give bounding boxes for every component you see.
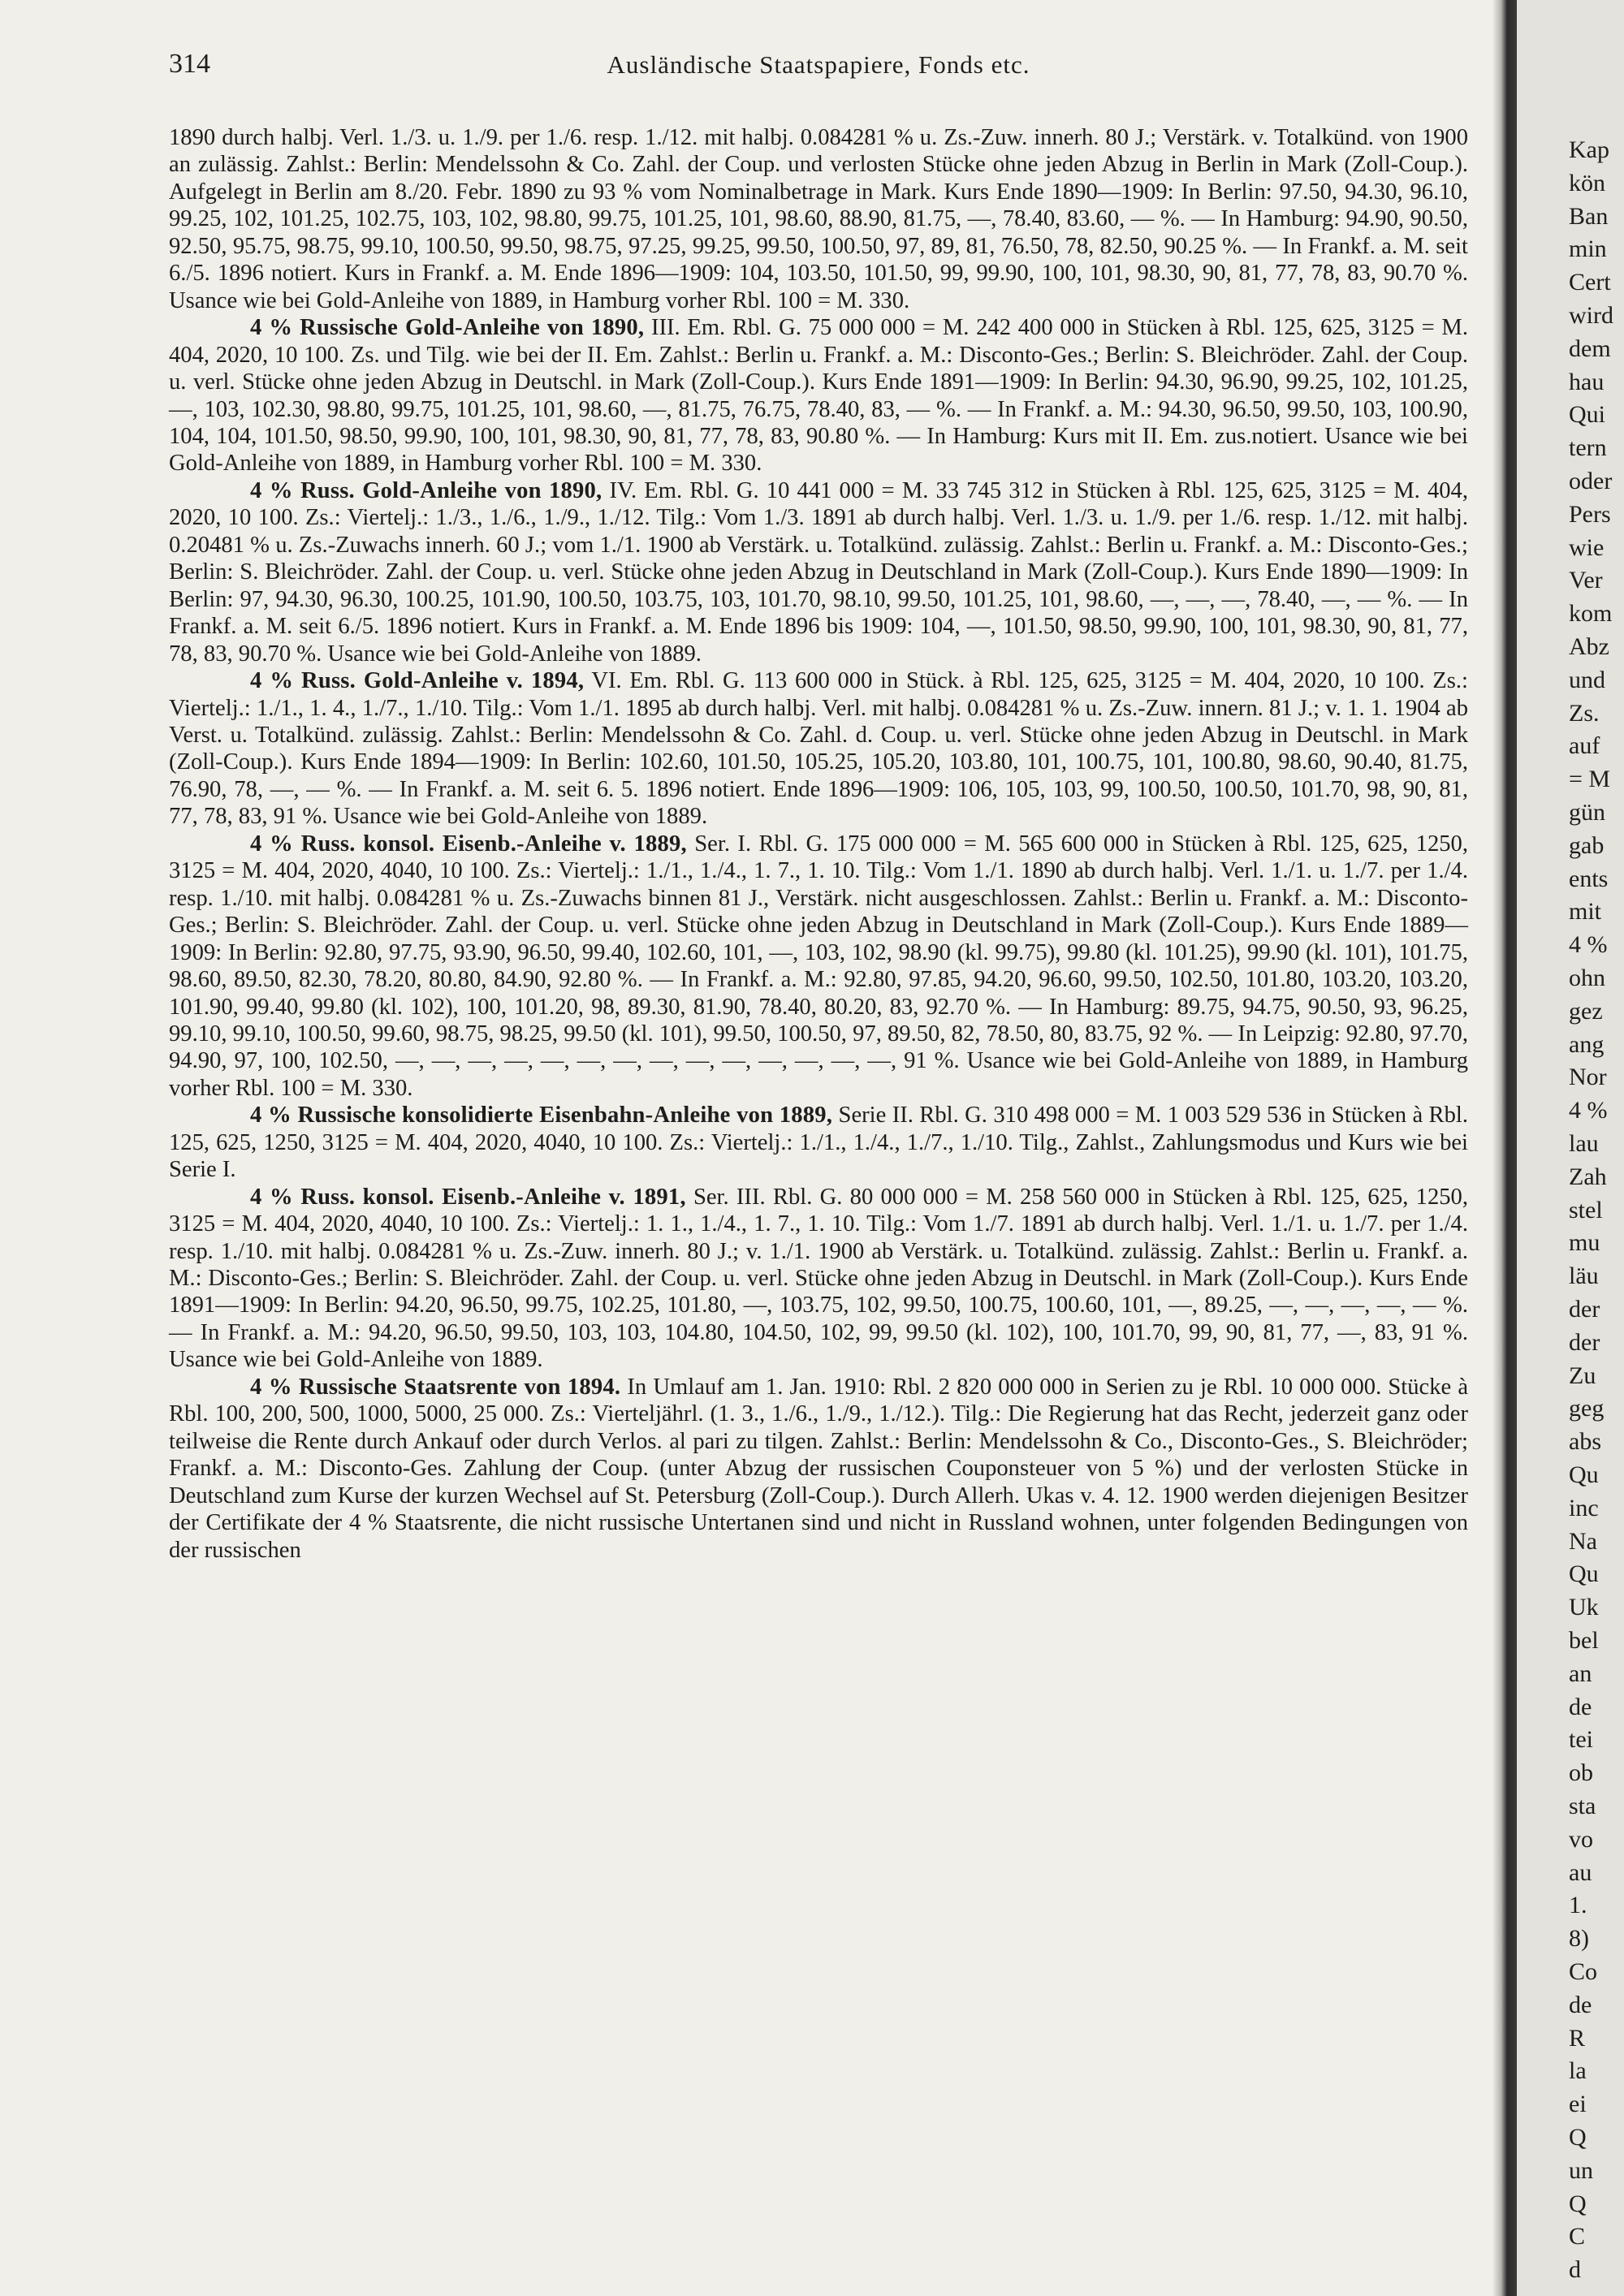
adjacent-page-fragment: 4 % (1569, 1097, 1608, 1124)
entry-text: Serie II. Rbl. G. 310 498 000 = M. 1 003 529 536 in Stücken à Rbl. 125, 625, 1250, 3125 = M. 404, 2020, 4040, 10 100. Zs.: Viertelj.: 1./1., 1./4., 1./7., 1./10. Tilg., Zahlst., Zahlungsmodus und Kurs wie bei Serie I. (169, 1103, 1468, 1183)
adjacent-page-fragment: Kap (1569, 136, 1609, 163)
adjacent-page-fragment: sta (1569, 1793, 1596, 1819)
adjacent-page-edge (1517, 0, 1624, 2296)
entry-title: 4 % Russ. Gold-Anleihe von 1890, (250, 477, 603, 503)
entry-text: III. Em. Rbl. G. 75 000 000 = M. 242 400 000 in Stücken à Rbl. 125, 625, 3125 = M. 404, 2020, 10 100. Zs. und Tilg. wie bei der II. Em. Zahlst.: Berlin u. Frankf. a. M.: Disconto-Ges.; Berlin: S. Bleichröder. Zahl. der Coup. u. verl. Stücke ohne jeden Abzug in Deutschl. in Mark (Zoll-Coup.). Kurs Ende 1891—1909: In Berlin: 94.30, 96.90, 99.25, 102, 101.25, —, 103, 102.30, 98.80, 99.75, 101.25, 101, 98.60, —, 81.75, 76.75, 78.40, 83, — %. — In Frankf. a. M.: 94.30, 96.50, 99.50, 103, 100.90, 104, 104, 101.50, 98.50, 99.90, 100, 101, 98.30, 90, 81, 77, 78, 83, 90.80 %. — In Hamburg: Kurs mit II. Em. zus.notiert. Usance wie bei Gold-Anleihe von 1889, in Hamburg vorher Rbl. 100 = M. 330. (169, 315, 1468, 477)
adjacent-page-fragment: gün (1569, 799, 1605, 826)
entry-title: 4 % Russische Staatsrente von 1894. (250, 1374, 621, 1400)
adjacent-page-fragment: 4 % (1569, 931, 1608, 959)
adjacent-page-fragment: 1. (1569, 1892, 1587, 1919)
adjacent-page-fragment: Qu (1569, 1560, 1599, 1588)
entry-title: 4 % Russ. konsol. Eisenb.-Anleihe v. 1889, (250, 831, 687, 857)
adjacent-page-fragment: Ver (1569, 567, 1603, 594)
adjacent-page-fragment: wie (1569, 533, 1605, 561)
adjacent-page-fragment: vo (1569, 1825, 1593, 1853)
adjacent-page-fragment: Uk (1569, 1594, 1599, 1621)
adjacent-page-fragment: Co (1569, 1958, 1598, 1985)
adjacent-page-fragment: la (1569, 2057, 1587, 2085)
entry-title: 4 % Russ. Gold-Anleihe v. 1894, (250, 668, 585, 694)
adjacent-page-fragment: ob (1569, 1759, 1593, 1787)
adjacent-page-fragment: Pers (1569, 500, 1611, 528)
adjacent-page-fragment: ei (1569, 2091, 1587, 2118)
adjacent-page-fragment: Zah (1569, 1163, 1607, 1190)
adjacent-page-fragment: und (1569, 666, 1605, 693)
adjacent-page-fragment: Cert (1569, 269, 1611, 296)
adjacent-page-fragment: hau (1569, 368, 1605, 395)
adjacent-page-fragment: stel (1569, 1196, 1603, 1224)
page-header (169, 49, 1468, 84)
adjacent-page-fragment: der (1569, 1328, 1600, 1356)
adjacent-page-fragment: tei (1569, 1726, 1593, 1754)
entry-gold-1890-em4 (169, 477, 1468, 667)
adjacent-page-fragment: = M (1569, 766, 1611, 793)
book-gutter (1492, 0, 1517, 2296)
entry-title: 4 % Russische konsolidierte Eisenbahn-Anleihe von 1889, (250, 1103, 833, 1129)
adjacent-page-fragment: lau (1569, 1130, 1599, 1157)
adjacent-page-fragment: gez (1569, 997, 1603, 1025)
adjacent-page-fragment: abs (1569, 1428, 1601, 1456)
adjacent-page-fragment: oder (1569, 468, 1613, 494)
page-body (169, 124, 1468, 1564)
adjacent-page-fragment: R (1569, 2024, 1586, 2052)
adjacent-page-fragment: wird (1569, 302, 1613, 329)
adjacent-page-fragment: ang (1569, 1030, 1605, 1058)
adjacent-page-fragment: inc (1569, 1494, 1599, 1521)
entry-text: In Umlauf am 1. Jan. 1910: Rbl. 2 820 000 000 in Serien zu je Rbl. 10 000 000. Stücke à Rbl. 100, 200, 500, 1000, 5000, 25 000. Zs.: Vierteljährl. (1. 3., 1./6., 1./9., 1./12.). Tilg.: Die Regierung hat das Recht, jederzeit ganz oder teilweise die Rente durch Ankauf oder durch Verlos. al pari zu tilgen. Zahlst.: Berlin: Mendelssohn & Co., Disconto-Ges., S. Bleichröder; Frankf. a. M.: Disconto-Ges. Zahlung der Coup. (unter Abzug der russischen Couponsteuer von 5 %) und der verlosten Stücke in Deutschland zum Kurse der kurzen Wechsel auf St. Petersburg (Zoll-Coup.). Durch Allerh. Ukas v. 4. 12. 1900 werden diejenigen Besitzer der Certifikate der 4 % Staatsrente, die nicht russische Untertanen sind und nicht in Russland wohnen, unter folgenden Bedingungen von der russischen (169, 1374, 1469, 1563)
entry-eisenb-1891-ser3 (169, 1184, 1468, 1374)
adjacent-page-fragment: d (1569, 2256, 1581, 2284)
adjacent-page-fragment: au (1569, 1858, 1592, 1886)
adjacent-page-fragment: de (1569, 1991, 1592, 2018)
adjacent-page-fragment: tern (1569, 434, 1607, 462)
adjacent-page-fragment: Qui (1569, 401, 1605, 429)
adjacent-page-fragment: Qu (1569, 1461, 1599, 1488)
adjacent-page-fragment: Abz (1569, 633, 1609, 660)
adjacent-page-fragment: kom (1569, 600, 1613, 628)
adjacent-page-fragment: Na (1569, 1527, 1597, 1555)
adjacent-page-fragment: Zs. (1569, 699, 1600, 727)
entry-text: VI. Em. Rbl. G. 113 600 000 in Stück. à Rbl. 125, 625, 3125 = M. 404, 2020, 10 100. Zs.: Viertelj.: 1./1., 1. 4., 1./7., 1./10. Tilg.: Vom 1./1. 1895 ab durch halbj. Verl. mit halbj. 0.084281 % u. Zs.-Zuw. innern. 81 J.; v. 1. 1. 1904 ab Verst. u. Totalkünd. zulässig. Zahlst.: Berlin: Mendelssohn & Co. Zahl. d. Coup. u. verl. Stücke ohne jeden Abzug in Deutschl. in Mark (Zoll-Coup.). Kurs Ende 1894—1909: In Berlin: 102.60, 101.50, 105.25, 105.20, 103.80, 101, 100.75, 101, 100.80, 98.60, 90.40, 81.75, 76.90, 78, —, — %. — In Frankf. a. M. seit 6. 5. 1896 notiert. Ende 1896—1909: 106, 105, 103, 99, 100.50, 100.50, 101.70, 98, 90, 81, 77, 78, 83, 91 %. Usance wie bei Gold-Anleihe von 1889. (169, 668, 1468, 830)
page-number: 314 (169, 49, 210, 79)
entry-title: 4 % Russische Gold-Anleihe von 1890, (250, 315, 645, 341)
adjacent-page-fragment: der (1569, 1296, 1600, 1323)
adjacent-page-fragment: ents (1569, 865, 1609, 892)
entry-eisenb-1889-ser2 (169, 1102, 1468, 1183)
adjacent-page-fragment: un (1569, 2156, 1593, 2184)
adjacent-page-fragment: geg (1569, 1395, 1605, 1422)
entry-title: 4 % Russ. konsol. Eisenb.-Anleihe v. 1891, (250, 1184, 686, 1210)
adjacent-page-fragment: bel (1569, 1627, 1599, 1654)
entry-text: Ser. I. Rbl. G. 175 000 000 = M. 565 600 000 in Stücken à Rbl. 125, 625, 1250, 3125 = M. 404, 2020, 4040, 10 100. Zs.: Viertelj.: 1./1., 1./4., 1. 7., 1. 10. Tilg.: Vom 1./1. 1890 ab durch halbj. Verl. 1./1. u. 1./7. per 1./4. resp. 1./10. mit halbj. 0.084281 % u. Zs.-Zuwachs binnen 81 J., Verstärk. nicht ausgeschlossen. Zahlst.: Berlin u. Frankf. a. M.: Disconto-Ges.; Berlin: S. Bleichröder. Zahl. der Coup. u. verl. Stücke ohne jeden Abzug in Deutschland in Mark (Zoll-Coup.). Kurs Ende 1889—1909: In Berlin: 92.80, 97.75, 93.90, 96.50, 99.40, 102.60, 101, —, 103, 102, 98.90 (kl. 99.75), 99.80 (kl. 101.25), 99.90 (kl. 101), 101.75, 98.60, 89.50, 82.30, 78.20, 80.80, 84.90, 92.80 %. — In Frankf. a. M.: 92.80, 97.85, 94.20, 96.60, 99.50, 102.50, 101.80, 103.20, 103.20, 101.90, 99.40, 99.80 (kl. 102), 100, 101.20, 98, 89.30, 81.90, 78.40, 80.20, 83, 92.70 %. — In Hamburg: 89.75, 94.75, 90.50, 93, 96.25, 99.10, 99.10, 100.50, 99.60, 98.75, 98.25, 99.50 (kl. 101), 99.50, 100.50, 97, 89.50, 82, 78.50, 80, 83.75, 92 %. — In Leipzig: 92.80, 97.70, 94.90, 97, 100, 102.50, —, —, —, —, —, —, —, —, —, —, —, —, —, —, 91 %. Usance wie bei Gold-Anleihe von 1889, in Hamburg vorher Rbl. 100 = M. 330. (169, 831, 1468, 1101)
adjacent-page-fragment: Q (1569, 2190, 1587, 2217)
entry-gold-1894-em6 (169, 667, 1468, 831)
adjacent-page-fragment: 8) (1569, 1925, 1589, 1953)
entry-text: Ser. III. Rbl. G. 80 000 000 = M. 258 560 000 in Stücken à Rbl. 125, 625, 1250, 3125 = M. 404, 2020, 4040, 10 100. Zs.: Viertelj.: 1. 1., 1./4., 1. 7., 1. 10. Tilg.: Vom 1./7. 1891 ab durch halbj. Verl. 1./1. u. 1./7. per 1./4. resp. 1./10. mit halbj. 0.084281 % u. Zs.-Zuw. innerh. 80 J.; v. 1./1. 1900 ab Verstärk. u. Totalkünd. zulässig. Zahlst.: Berlin u. Frankf. a. M.: Disconto-Ges.; Berlin: S. Bleichröder. Zahl. der Coup. u. verl. Stücke ohne jeden Abzug in Deutschl. in Mark (Zoll-Coup.). Kurs Ende 1891—1909: In Berlin: 94.20, 96.50, 99.75, 102.25, 101.80, —, 103.75, 102, 99.50, 100.75, 100.60, 101, —, 89.25, —, —, —, —, — %. — In Frankf. a. M.: 94.20, 96.50, 99.50, 103, 103, 104.80, 104.50, 102, 99, 99.50 (kl. 102), 100, 101.70, 99, 90, 81, 77, —, 83, 91 %. Usance wie bei Gold-Anleihe von 1889. (169, 1184, 1468, 1373)
adjacent-page-fragment: Nor (1569, 1064, 1607, 1091)
adjacent-page-fragment: de (1569, 1693, 1592, 1720)
entry-eisenb-1889-ser1 (169, 831, 1468, 1103)
entry-gold-1890-em3 (169, 314, 1468, 477)
adjacent-page-fragment: läu (1569, 1262, 1599, 1290)
adjacent-page-fragment: C (1569, 2223, 1586, 2251)
running-title: Ausländische Staatspapiere, Fonds etc. (607, 50, 1030, 79)
adjacent-page-fragment: Zu (1569, 1362, 1596, 1389)
adjacent-page-fragment: ohn (1569, 965, 1605, 991)
adjacent-page-fragment: auf (1569, 732, 1600, 760)
adjacent-page-fragment: dem (1569, 334, 1611, 362)
adjacent-page-fragment: min (1569, 235, 1607, 263)
entry-staatsrente-1894 (169, 1374, 1468, 1564)
adjacent-page-fragment: gab (1569, 831, 1605, 859)
adjacent-page-fragment: an (1569, 1659, 1592, 1687)
adjacent-page-fragment: kön (1569, 169, 1605, 196)
adjacent-page-fragment: Ban (1569, 202, 1609, 230)
paragraph-text: 1890 durch halbj. Verl. 1./3. u. 1./9. per 1./6. resp. 1./12. mit halbj. 0.084281 % u. Zs.-Zuw. innerh. 80 J.; Verstärk. v. Totalkünd. von 1900 an zulässig. Zahlst.: Berlin: Mendelssohn & Co. Zahl. der Coup. und verlosten Stücke ohne jeden Abzug in Berlin in Mark (Zoll-Coup.). Aufgelegt in Berlin am 8./20. Febr. 1890 zu 93 % vom Nominalbetrage in Mark. Kurs Ende 1890—1909: In Berlin: 97.50, 94.30, 96.10, 99.25, 102, 101.25, 102.75, 103, 102, 98.80, 99.75, 101.25, 101, 98.60, 88.90, 81.75, —, 78.40, 83.60, — %. — In Hamburg: 94.90, 90.50, 92.50, 95.75, 98.75, 99.10, 100.50, 99.50, 98.75, 97.25, 99.25, 99.50, 100.50, 97, 89, 81, 76.50, 78, 82.50, 90.25 %. — In Frankf. a. M. seit 6./5. 1896 notiert. Kurs in Frankf. a. M. Ende 1896—1909: 104, 103.50, 101.50, 99, 99.90, 100, 101, 98.30, 90, 81, 77, 78, 83, 90.70 %. Usance wie bei Gold-Anleihe von 1889, in Hamburg vorher Rbl. 100 = M. 330. (169, 125, 1468, 313)
adjacent-page-fragment: mit (1569, 898, 1602, 926)
entry-text: IV. Em. Rbl. G. 10 441 000 = M. 33 745 312 in Stücken à Rbl. 125, 625, 3125 = M. 404, 2020, 10 100. Zs.: Viertelj.: 1./3., 1./6., 1./9., 1./12. Tilg.: Vom 1./3. 1891 ab durch halbj. Verl. 1./3. u. 1./9. per 1./6. resp. 1./12. mit halbj. 0.20481 % u. Zs.-Zuwachs innerh. 60 J.; vom 1./1. 1900 ab Verstärk. u. Totalkünd. zulässig. Zahlst.: Berlin u. Frankf. a. M.: Disconto-Ges.; Berlin: S. Bleichröder. Zahl. der Coup. u. verl. Stücke ohne jeden Abzug in Deutschland in Mark (Zoll-Coup.). Kurs Ende 1890—1909: In Berlin: 97, 94.30, 96.30, 100.25, 101.90, 100.50, 103.75, 103, 101.70, 98.10, 99.50, 101.25, 101, 98.60, —, —, —, 78.40, —, — %. — In Frankf. a. M. seit 6./5. 1896 notiert. Kurs in Frankf. a. M. Ende 1896 bis 1909: 104, —, 101.50, 98.50, 99.90, 100, 101, 98.30, 90, 81, 77, 78, 83, 90.70 %. Usance wie bei Gold-Anleihe von 1889. (169, 477, 1468, 667)
adjacent-page-fragment: Q (1569, 2124, 1587, 2151)
paragraph-continuation (169, 124, 1468, 314)
adjacent-page-fragment: mu (1569, 1229, 1600, 1257)
